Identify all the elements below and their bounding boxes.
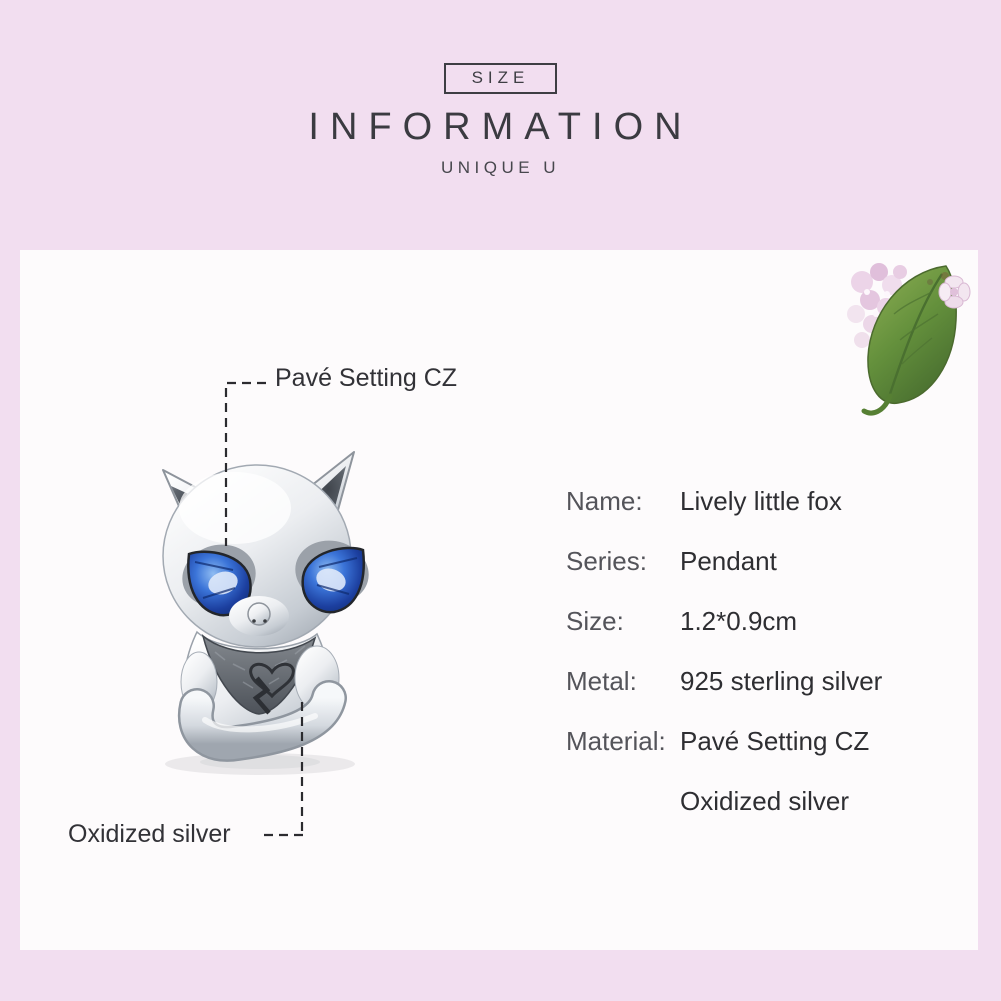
spec-row-material <box>566 726 966 786</box>
spec-row-series <box>566 546 966 606</box>
fox-nose <box>248 603 270 625</box>
callout-oxidized-silver: Oxidized silver <box>68 820 231 848</box>
spec-label: Material: <box>566 726 666 756</box>
spec-row-material-2 <box>566 786 966 846</box>
size-badge <box>444 63 558 94</box>
leaf-flower-decoration-icon <box>832 252 978 424</box>
page-title: INFORMATION <box>308 106 693 148</box>
spec-row-size <box>566 606 966 666</box>
spec-list <box>566 486 966 846</box>
spec-label: Name: <box>566 486 643 516</box>
spec-value: 925 sterling silver <box>680 666 883 696</box>
spec-value: 1.2*0.9cm <box>680 606 798 636</box>
brand-subtitle: UNIQUE U <box>440 158 561 177</box>
size-badge-label: SIZE <box>471 68 530 87</box>
spec-value: Pavé Setting CZ <box>680 726 870 756</box>
spec-label: Series: <box>566 546 647 576</box>
spec-row-metal <box>566 666 966 726</box>
spec-label: Metal: <box>566 666 637 696</box>
fox-charm-image <box>135 420 375 780</box>
spec-label: Size: <box>566 606 624 636</box>
product-card <box>20 250 978 950</box>
spec-value: Pendant <box>680 546 777 576</box>
spec-row-name <box>566 486 966 546</box>
header <box>0 0 1001 178</box>
spec-value: Oxidized silver <box>680 786 850 816</box>
callout-pave-setting-cz: Pavé Setting CZ <box>275 364 458 392</box>
spec-value: Lively little fox <box>680 486 842 516</box>
